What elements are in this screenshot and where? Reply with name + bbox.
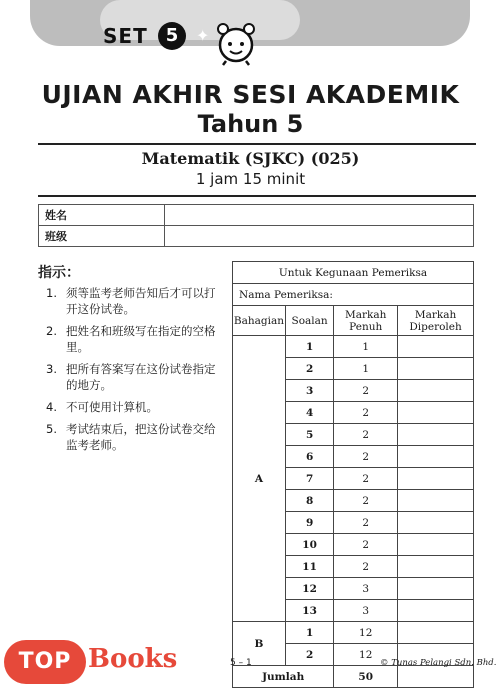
- divider-top: [38, 143, 476, 145]
- full-marks: 1: [334, 358, 398, 380]
- col-soalan: Soalan: [285, 306, 333, 336]
- full-marks: 12: [334, 644, 398, 666]
- full-marks: 2: [334, 380, 398, 402]
- student-info-table: [38, 204, 474, 247]
- exam-year: Tahun 5: [197, 110, 304, 138]
- full-marks: 2: [334, 534, 398, 556]
- divider-bottom: [38, 195, 476, 197]
- marks-obtained-cell[interactable]: [398, 512, 474, 534]
- marks-obtained-cell[interactable]: [398, 358, 474, 380]
- marks-obtained-cell[interactable]: [398, 600, 474, 622]
- question-number: 6: [285, 446, 333, 468]
- question-number: 1: [285, 622, 333, 644]
- full-marks: 2: [334, 446, 398, 468]
- copyright: © Tunas Pelangi Sdn. Bhd.: [380, 658, 497, 668]
- exam-title: UJIAN AKHIR SESI AKADEMIK: [41, 80, 460, 109]
- col-markah-diperoleh: Markah Diperoleh: [398, 306, 474, 336]
- page-number: 5 – 1: [230, 658, 252, 668]
- marks-obtained-cell[interactable]: [398, 490, 474, 512]
- full-marks: 3: [334, 578, 398, 600]
- marks-obtained-cell[interactable]: [398, 446, 474, 468]
- full-marks: 2: [334, 556, 398, 578]
- full-marks: 12: [334, 622, 398, 644]
- class-field[interactable]: [165, 226, 474, 247]
- marks-obtained-cell[interactable]: [398, 336, 474, 358]
- full-marks: 2: [334, 468, 398, 490]
- instructions-title: 指示：: [38, 265, 80, 281]
- name-label: 姓名: [39, 205, 165, 226]
- instruction-item: 4. 不可使用计算机。: [46, 400, 158, 414]
- instruction-item: 2. 把姓名和班级写在指定的空格里。: [46, 324, 216, 354]
- examiner-table: [232, 261, 474, 688]
- full-marks: 2: [334, 424, 398, 446]
- watermark-books: Books: [88, 644, 178, 674]
- alarm-clock-icon: [214, 20, 258, 66]
- full-marks: 2: [334, 402, 398, 424]
- marks-obtained-cell[interactable]: [398, 402, 474, 424]
- question-number: 1: [285, 336, 333, 358]
- total-obtained-cell[interactable]: [398, 666, 474, 688]
- full-marks: 1: [334, 336, 398, 358]
- marks-obtained-cell[interactable]: [398, 622, 474, 644]
- instruction-item: 1. 须等监考老师告知后才可以打开这份试卷。: [46, 286, 216, 316]
- marks-obtained-cell[interactable]: [398, 578, 474, 600]
- full-marks: 3: [334, 600, 398, 622]
- examiner-table-title: Untuk Kegunaan Pemeriksa: [233, 262, 474, 284]
- topbooks-watermark: [0, 640, 196, 684]
- question-number: 11: [285, 556, 333, 578]
- table-row: [233, 622, 474, 644]
- question-number: 9: [285, 512, 333, 534]
- question-number: 2: [285, 644, 333, 666]
- question-number: 12: [285, 578, 333, 600]
- section-a-label: A: [233, 336, 286, 622]
- question-number: 7: [285, 468, 333, 490]
- instruction-item: 3. 把所有答案写在这份试卷指定的地方。: [46, 362, 216, 392]
- instructions-list: [46, 285, 226, 459]
- subject-title: Matematik (SJKC) (025): [141, 149, 360, 168]
- set-label: SET: [103, 24, 148, 48]
- marks-obtained-cell[interactable]: [398, 380, 474, 402]
- watermark-top: TOP: [4, 640, 86, 684]
- class-label: 班级: [39, 226, 165, 247]
- question-number: 2: [285, 358, 333, 380]
- question-number: 3: [285, 380, 333, 402]
- full-marks: 2: [334, 490, 398, 512]
- exam-duration: 1 jam 15 minit: [195, 170, 306, 188]
- examiner-name-label: Nama Pemeriksa:: [233, 284, 474, 306]
- set-number-badge: 5: [158, 22, 186, 50]
- marks-obtained-cell[interactable]: [398, 468, 474, 490]
- table-row: [233, 336, 474, 358]
- sparkle-icon: ✦: [196, 26, 210, 45]
- marks-obtained-cell[interactable]: [398, 556, 474, 578]
- col-markah-penuh: Markah Penuh: [334, 306, 398, 336]
- question-number: 8: [285, 490, 333, 512]
- question-number: 13: [285, 600, 333, 622]
- total-label: Jumlah: [233, 666, 334, 688]
- full-marks: 2: [334, 512, 398, 534]
- name-field[interactable]: [165, 205, 474, 226]
- marks-obtained-cell[interactable]: [398, 534, 474, 556]
- total-value: 50: [334, 666, 398, 688]
- marks-obtained-cell[interactable]: [398, 424, 474, 446]
- question-number: 5: [285, 424, 333, 446]
- question-number: 4: [285, 402, 333, 424]
- question-number: 10: [285, 534, 333, 556]
- section-b-label: B: [233, 622, 286, 666]
- instruction-item: 5. 考试结束后，把这份试卷交给监考老师。: [46, 422, 216, 452]
- col-bahagian: Bahagian: [233, 306, 286, 336]
